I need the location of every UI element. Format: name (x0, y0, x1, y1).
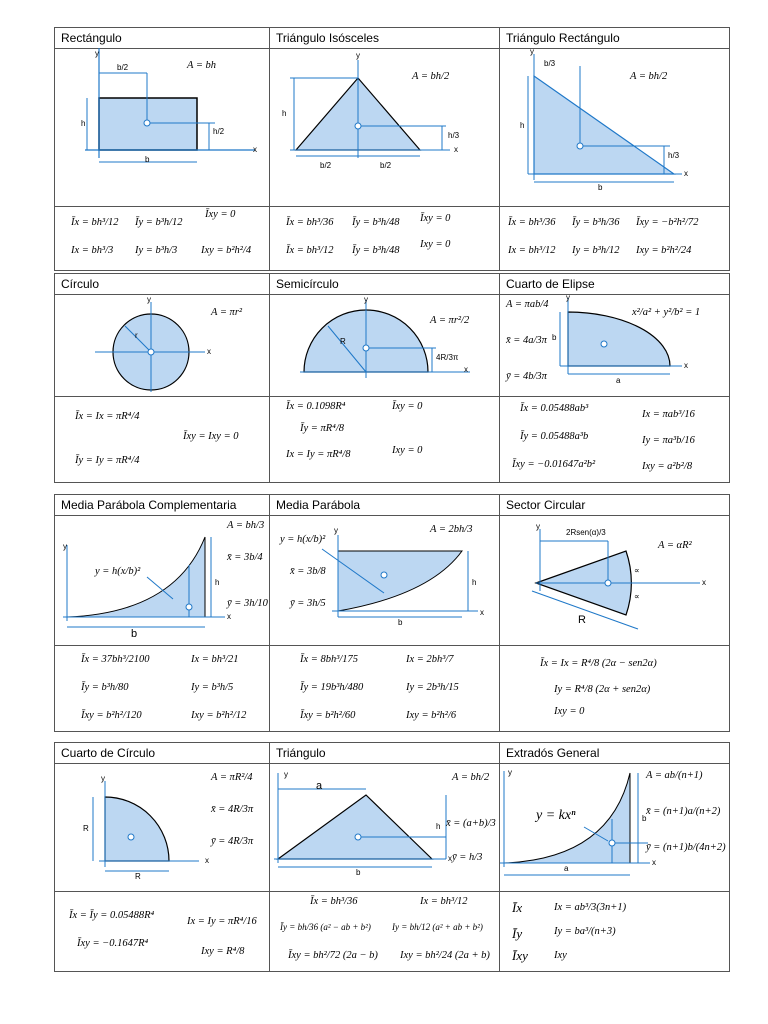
formula-ix-iy: Ix = Iy = πR⁴/16 (187, 916, 257, 927)
formula-ixy-bar: Īxy (512, 948, 528, 963)
formula-iy: Īy = Iy = πR⁴/4 (75, 455, 140, 466)
formula-ixy: Ixy = 0 (420, 239, 451, 250)
formula-ix-bar: Īx = bh³/12 (71, 217, 119, 228)
h-label: h (436, 822, 441, 831)
formula-iy: Iy = ba³/(n+3) (554, 926, 616, 937)
formula-iy-bar: Īy = 0.05488a³b (520, 431, 589, 442)
b-label: b (598, 183, 603, 192)
b-half-left-label: b/2 (320, 161, 332, 170)
curve-equation: y = h(x/b)² (280, 534, 326, 545)
section-4 (54, 742, 730, 972)
section-1 (54, 27, 730, 271)
b-label: b (131, 628, 138, 640)
formula-iy: Iy = 2b³h/15 (406, 682, 459, 693)
cell-semicirculo (270, 274, 499, 484)
formula-ix-bar: Īx = bh³/36 (286, 217, 334, 228)
centroid-y: ȳ = (n+1)b/(4n+2) (646, 842, 726, 853)
axis-x-label: x (684, 361, 688, 370)
h-label: h (81, 119, 86, 128)
right-triangle-diagram (500, 28, 731, 206)
formula-ixy-bar: Īxy = bh²/72 (2a − b) (288, 950, 378, 961)
section-3 (54, 494, 730, 732)
axis-x-label: x (684, 169, 688, 178)
axis-y-label: y (147, 295, 151, 304)
title-sector-circular: Sector Circular (506, 498, 586, 512)
formula-ix: Īx = bh³/12 (286, 245, 334, 256)
section-2 (54, 273, 730, 483)
cell-extrados-general (500, 743, 731, 973)
formula-ixy-bar: Īxy = −0.01647a²b² (512, 459, 596, 470)
axis-x-label: x (480, 608, 484, 617)
formula-ixy-bar: Īxy = b²h²/60 (300, 710, 356, 721)
formula-iy: Iy = bh/12 (a² + ab + b²) (392, 922, 483, 932)
cell-rectangulo (55, 28, 269, 272)
axis-x-label: x (464, 365, 468, 374)
h-label: h (215, 578, 220, 587)
a-label: a (616, 376, 621, 385)
formula-iy: Iy = R⁴/8 (2α + sen2α) (554, 684, 651, 695)
cell-sector-circular (500, 495, 731, 733)
radius-vertical-label: R (83, 824, 89, 833)
formula-iy-bar: Īy = bh/36 (a² − ab + b²) (280, 922, 371, 932)
formula-ix: Īx = Ix = πR⁴/4 (75, 411, 140, 422)
rectangle-diagram (55, 28, 269, 206)
title-triangulo-isosceles: Triángulo Isósceles (276, 31, 379, 45)
title-rectangulo: Rectángulo (61, 31, 122, 45)
h-third-label: h/3 (668, 151, 680, 160)
area-formula: A = πr²/2 (430, 315, 470, 326)
formula-iy-bar: Īy = b³h/36 (572, 217, 620, 228)
formula-ix: Ix = 2bh³/7 (406, 654, 454, 665)
h-label: h (472, 578, 477, 587)
formula-ixy-bar: Īxy = −b²h²/72 (636, 217, 699, 228)
cell-triangulo-rectangulo (500, 28, 731, 272)
formula-iy-bar: Īy = b³h/80 (81, 682, 129, 693)
area-formula: A = πab/4 (506, 299, 549, 310)
triangle-diagram (270, 743, 499, 891)
centroid-x: x̄ = 3b/4 (227, 552, 263, 563)
centroid-x: x̄ = 3b/8 (290, 566, 326, 577)
centroid-y: ȳ = 3h/5 (290, 598, 326, 609)
b-third-label: b/3 (544, 59, 556, 68)
quarter-circle-diagram (55, 743, 269, 891)
formula-ix-iy-bar: Īx = Īy = 0.05488R⁴ (69, 910, 155, 921)
area-formula: A = 2bh/3 (430, 524, 473, 535)
formula-iy-bar: Īy (512, 926, 523, 941)
h-label: h (520, 121, 525, 130)
formula-ixy: Ixy = b²h²/24 (636, 245, 692, 256)
centroid-x: x̄ = 4a/3π (506, 335, 547, 346)
alpha-upper-label: ∝ (634, 566, 640, 575)
formula-ixy: Īxy = Ixy = 0 (183, 431, 239, 442)
formula-ixy: Ixy = a²b²/8 (642, 461, 693, 472)
title-cuarto-circulo: Cuarto de Círculo (61, 746, 156, 760)
title-extrados-general: Extradós General (506, 746, 600, 760)
curve-equation: y = kxⁿ (536, 808, 576, 823)
isosceles-triangle-diagram (270, 28, 499, 206)
complementary-parabola-diagram (55, 495, 269, 645)
axis-y-label: y (284, 770, 288, 779)
cell-triangulo-isosceles (270, 28, 499, 272)
formula-ix-bar: Īx = 8bh³/175 (300, 654, 359, 665)
formula-ixy: Ixy (554, 950, 567, 961)
b-label: b (552, 333, 557, 342)
formula-iy: Iy = πa³b/16 (642, 435, 695, 446)
formula-ixy-bar: Īxy = 0 (205, 209, 236, 220)
formula-iy: Iy = b³h/3 (135, 245, 178, 256)
radius-horizontal-label: R (135, 872, 141, 881)
title-semicirculo: Semicírculo (276, 277, 339, 291)
area-formula: A = πr² (211, 307, 243, 318)
area-formula: A = bh/2 (630, 71, 668, 82)
formula-ixy-bar: Īxy = b²h²/120 (81, 710, 142, 721)
b-label: b (398, 618, 403, 627)
axis-x-label: x (227, 612, 231, 621)
formula-ixy: Ixy = 0 (392, 445, 423, 456)
radius-label: R (578, 614, 586, 626)
area-formula: A = αR² (658, 540, 692, 551)
a-label: a (316, 780, 323, 792)
formula-ix-bar: Īx = 37bh³/2100 (81, 654, 150, 665)
axis-y-label: y (95, 49, 99, 58)
centroid-y: ȳ = 3h/10 (227, 598, 268, 609)
title-triangulo-rectangulo: Triángulo Rectángulo (506, 31, 620, 45)
formula-iy: Iy = b³h/5 (191, 682, 234, 693)
radius-label: r (135, 331, 138, 340)
formula-ixy: Ixy = R⁴/8 (201, 946, 245, 957)
area-formula: A = πR²/4 (211, 772, 253, 783)
area-formula: A = bh/2 (412, 71, 450, 82)
b-half-label: b/2 (117, 63, 129, 72)
centroid-y: ȳ = h/3 (452, 852, 483, 863)
centroid-x: x̄ = (n+1)a/(n+2) (646, 806, 721, 817)
b-label: b (145, 155, 150, 164)
formula-ix: Ix = πab³/16 (642, 409, 695, 420)
formula-ix: Ix = bh³/21 (191, 654, 239, 665)
formula-ix: Ix = bh³/12 (420, 896, 468, 907)
formula-ix: Ix = bh³/3 (71, 245, 114, 256)
axis-y-label: y (364, 295, 368, 304)
axis-x-label: x (702, 578, 706, 587)
formula-iy-bar: Īy = πR⁴/8 (300, 423, 344, 434)
a-label: a (564, 864, 569, 873)
radius-label: R (340, 337, 346, 346)
axis-y-label: y (508, 768, 512, 777)
area-formula: A = bh/3 (227, 520, 265, 531)
centroid-y: ȳ = 4b/3π (506, 371, 547, 382)
h-label: h (282, 109, 287, 118)
title-triangulo: Triángulo (276, 746, 326, 760)
formula-ix: Ix = bh³/12 (508, 245, 556, 256)
formula-ix-bar: Īx = 0.05488ab³ (520, 403, 589, 414)
b-label: b (356, 868, 361, 877)
formula-ix-iy: Ix = Iy = πR⁴/8 (286, 449, 351, 460)
alpha-lower-label: ∝ (634, 592, 640, 601)
axis-y-label: y (356, 51, 360, 60)
area-formula: A = bh (187, 60, 217, 71)
area-formula: A = bh/2 (452, 772, 490, 783)
formula-iy: Iy = b³h/12 (572, 245, 620, 256)
formula-iy-bar: Īy = 19b³h/480 (300, 682, 364, 693)
axis-x-label: x (207, 347, 211, 356)
semicircle-diagram (270, 274, 499, 396)
axis-y-label: y (334, 526, 338, 535)
cell-cuarto-elipse (500, 274, 731, 484)
formula-iy-bar: Īy = b³h/12 (135, 217, 183, 228)
axis-y-label: y (101, 774, 105, 783)
title-media-parabola: Media Parábola (276, 498, 361, 512)
axis-x-label: x (454, 145, 458, 154)
cell-cuarto-circulo (55, 743, 269, 973)
centroid-x: x̄ = (a+b)/3 (446, 818, 496, 829)
cell-media-parabola (270, 495, 499, 733)
axis-y-label: y (536, 522, 540, 531)
axis-y-label: y (530, 47, 534, 56)
cell-circulo (55, 274, 269, 484)
formula-ix-bar: Īx = bh³/36 (508, 217, 556, 228)
centroid-y: ȳ = 4R/3π (211, 836, 254, 847)
sector-width-label: 2Rsen(α)/3 (566, 528, 606, 537)
b-half-right-label: b/2 (380, 161, 392, 170)
axis-x-label: x (448, 854, 452, 863)
axis-x-label: x (253, 145, 257, 154)
h-half-label: h/2 (213, 127, 225, 136)
title-circulo: Círculo (61, 277, 100, 291)
formula-ixy: Ixy = b²h²/12 (191, 710, 247, 721)
cell-media-parabola-complementaria (55, 495, 269, 733)
circular-sector-diagram (500, 495, 731, 645)
centroid-x: x̄ = 4R/3π (211, 804, 254, 815)
axis-y-label: y (63, 542, 67, 551)
formula-ixy: Ixy = b²h²/6 (406, 710, 457, 721)
curve-equation: y = h(x/b)² (95, 566, 141, 577)
formula-ix-bar: Īx = 0.1098R⁴ (286, 401, 346, 412)
title-cuarto-elipse: Cuarto de Elipse (506, 277, 595, 291)
formula-ixy: Ixy = bh²/24 (2a + b) (400, 950, 490, 961)
formula-ix-bar: Īx (512, 900, 523, 915)
formula-ixy: Ixy = b²h²/4 (201, 245, 252, 256)
ellipse-equation: x²/a² + y²/b² = 1 (632, 307, 701, 318)
title-media-parabola-complementaria: Media Parábola Complementaria (61, 498, 237, 512)
axis-x-label: x (652, 858, 656, 867)
formula-ixy-bar: Īxy = 0 (420, 213, 451, 224)
formula-ix: Ix = ab³/3(3n+1) (554, 902, 627, 913)
centroid-height-label: 4R/3π (436, 353, 459, 362)
formula-iy-bar: Īy = b³h/48 (352, 217, 400, 228)
area-formula: A = ab/(n+1) (646, 770, 703, 781)
cell-triangulo (270, 743, 499, 973)
circle-diagram (55, 274, 269, 396)
formula-ixy-bar: Īxy = −0.1647R⁴ (77, 938, 149, 949)
axis-y-label: y (566, 293, 570, 302)
h-third-label: h/3 (448, 131, 460, 140)
formula-ixy: Ixy = 0 (554, 706, 585, 717)
formula-ix: Īx = Ix = R⁴/8 (2α − sen2α) (540, 658, 657, 669)
formula-ixy-bar: Īxy = 0 (392, 401, 423, 412)
formula-iy: Īy = b³h/48 (352, 245, 400, 256)
formula-ix-bar: Īx = bh³/36 (310, 896, 358, 907)
axis-x-label: x (205, 856, 209, 865)
b-label: b (642, 814, 647, 823)
